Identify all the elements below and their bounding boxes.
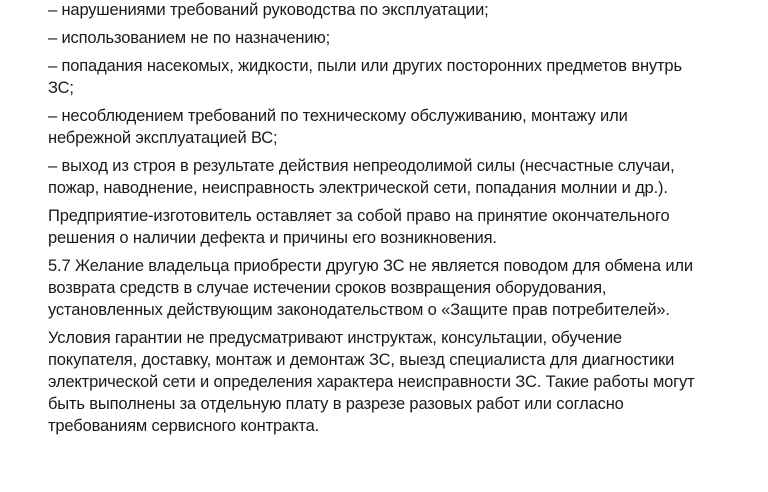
manufacturer-rights-paragraph [48, 205, 748, 249]
text-line: быть выполнены за отдельную плату в разрезе разовых работ или согласно [48, 395, 624, 413]
list-item-manual-violation [48, 0, 748, 21]
text-line: – нарушениями требований руководства по эксплуатации; [48, 1, 489, 19]
text-line: Предприятие-изготовитель оставляет за собой право на принятие окончательного [48, 207, 670, 225]
list-item-misuse [48, 27, 748, 49]
text-line: возврата средств в случае истечении сроков возвращения оборудования, [48, 279, 607, 297]
text-line: 5.7 Желание владельца приобрести другую ЗС не является поводом для обмена или [48, 257, 693, 275]
document-body [48, 0, 748, 443]
text-line: требованиям сервисного контракта. [48, 417, 320, 435]
text-line: – несоблюдением требований по техническому обслуживанию, монтажу или [48, 107, 628, 125]
list-item-foreign-objects [48, 55, 748, 99]
section-5-7-paragraph [48, 255, 748, 321]
text-line: решения о наличии дефекта и причины его возникновения. [48, 229, 497, 247]
text-line: Условия гарантии не предусматривают инструктаж, консультации, обучение [48, 329, 622, 347]
text-line: – выход из строя в результате действия непреодолимой силы (несчастные случаи, [48, 157, 675, 175]
text-line: электрической сети и определения характера неисправности ЗС. Такие работы могут [48, 373, 695, 391]
list-item-force-majeure [48, 155, 748, 199]
text-line: – попадания насекомых, жидкости, пыли или других посторонних предметов внутрь [48, 57, 682, 75]
text-line: небрежной эксплуатацией ВС; [48, 129, 278, 147]
text-line: покупателя, доставку, монтаж и демонтаж ЗС, выезд специалиста для диагностики [48, 351, 675, 369]
text-line: ЗС; [48, 79, 74, 97]
text-line: пожар, наводнение, неисправность электрической сети, попадания молнии и др.). [48, 179, 668, 197]
text-line: установленных действующим законодательством о «Защите прав потребителей». [48, 301, 670, 319]
list-item-maintenance [48, 105, 748, 149]
text-line: – использованием не по назначению; [48, 29, 331, 47]
warranty-conditions-paragraph [48, 327, 748, 437]
